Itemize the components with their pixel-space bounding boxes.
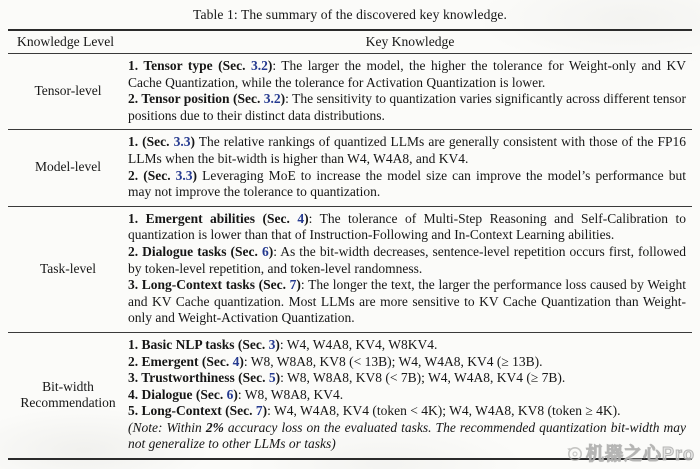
table-body <box>8 54 692 458</box>
knowledge-level-cell <box>8 211 128 327</box>
key-knowledge-item <box>128 244 686 277</box>
column-header-knowledge-level: Knowledge Level <box>17 34 115 49</box>
key-knowledge-cell <box>128 58 692 124</box>
key-knowledge-item <box>128 134 686 167</box>
text-segment: 1. Tensor type (Sec. <box>128 58 251 73</box>
section-ref-link[interactable]: 4 <box>232 353 240 369</box>
knowledge-level-label: Bit-width Recommendation <box>20 378 116 410</box>
text-segment: ) <box>304 210 309 226</box>
section-ref-link[interactable]: 4 <box>297 210 305 226</box>
section-ref-link[interactable]: 3.2 <box>263 91 281 107</box>
watermark-text: 机器之心Pro <box>585 444 695 464</box>
text-segment: ) <box>239 353 244 369</box>
text-segment: : W8, W8A8, KV4. <box>237 386 344 402</box>
key-knowledge-cell <box>128 337 692 453</box>
knowledge-level-cell <box>8 134 128 200</box>
text-segment: ) <box>190 134 195 150</box>
text-segment: : The larger the model, the higher the tolerance for Weight-only and KV Cache Quantization, while the tolerance for Activation Quantization is lower. <box>128 58 686 90</box>
key-knowledge-cell <box>128 134 692 200</box>
section-ref-link[interactable]: 7 <box>289 277 297 293</box>
text-segment: : As the bit-width decreases, sentence-level repetition occurs first, followed by token-level repetition, and token-level randomness. <box>128 243 687 276</box>
text-segment: 2. (Sec. <box>128 167 176 183</box>
text-segment: : The tolerance of Multi-Step Reasoning and Self-Calibration to quantization is lower than that of Instruction-Following and In-Context Learning abilities. <box>128 210 686 243</box>
knowledge-level-cell <box>8 337 128 453</box>
section-ref-link[interactable]: 6 <box>226 386 234 402</box>
section-ref-link[interactable]: 5 <box>268 370 276 386</box>
section-ref-link[interactable]: 3.3 <box>175 167 193 183</box>
section-ref-link[interactable]: 3 <box>268 336 276 352</box>
table-row <box>8 129 692 205</box>
key-knowledge-item <box>128 58 686 91</box>
key-knowledge-item <box>128 211 686 244</box>
key-knowledge-item <box>128 370 686 387</box>
text-segment: ) <box>267 58 273 73</box>
key-knowledge-item <box>128 403 686 420</box>
text-segment: 2. Dialogue tasks (Sec. <box>128 243 262 259</box>
summary-table <box>8 29 692 460</box>
key-knowledge-item <box>128 387 686 404</box>
text-segment: 2% <box>205 419 224 435</box>
text-segment: ) <box>280 91 286 107</box>
text-segment: 2. Emergent (Sec. <box>128 353 233 369</box>
key-knowledge-cell <box>128 211 692 327</box>
text-segment: ) <box>262 403 268 419</box>
text-segment: : W4, W4A8, KV4, W8KV4. <box>279 336 438 352</box>
text-segment: 5. Long-Context (Sec. <box>128 403 256 419</box>
text-segment: (Note: Within <box>128 419 206 435</box>
text-segment: 3. Trustworthiness (Sec. <box>128 370 269 386</box>
key-knowledge-item <box>128 91 686 124</box>
section-ref-link[interactable]: 3.2 <box>250 58 268 73</box>
key-knowledge-item <box>128 168 686 201</box>
key-knowledge-item <box>128 420 686 453</box>
text-segment: ) <box>268 243 274 259</box>
knowledge-level-cell <box>8 58 128 124</box>
text-segment: ) <box>275 370 281 386</box>
text-segment: : W4, W4A8, KV4 (token < 4K); W4, W4A8, KV8 (token ≥ 4K). <box>267 403 621 419</box>
text-segment: : The longer the text, the larger the performance loss caused by Weight and KV Cache quantization. Most LLMs are more sensitive to KV Cache Quantization than Weight-only and Weight-Activation Quantization. <box>128 277 687 326</box>
text-segment: 4. Dialogue (Sec. <box>128 386 227 402</box>
text-segment: Leveraging MoE to increase the model size can improve the model’s performance but may not improve the tolerance to quantization. <box>128 167 686 200</box>
text-segment: accuracy loss on the evaluated tasks. The recommended quantization bit-width may not generalize to other LLMs or tasks) <box>128 419 686 452</box>
key-knowledge-item <box>128 337 686 354</box>
text-segment: : The sensitivity to quantization varies significantly across different tensor positions due to their distinct data distributions. <box>128 91 686 123</box>
text-segment: ) <box>275 336 280 352</box>
column-header-key-knowledge: Key Knowledge <box>365 34 455 49</box>
knowledge-level-label: Task-level <box>39 260 97 276</box>
section-ref-link[interactable]: 7 <box>255 403 263 419</box>
knowledge-level-label: Tensor-level <box>34 82 102 98</box>
table-row <box>8 332 692 458</box>
text-segment: 3. Long-Context tasks (Sec. <box>128 277 290 293</box>
section-ref-link[interactable]: 3.3 <box>173 134 191 150</box>
text-segment: ) <box>192 167 198 183</box>
section-ref-link[interactable]: 6 <box>261 243 269 259</box>
text-segment: 1. Basic NLP tasks (Sec. <box>128 336 269 352</box>
text-segment: : W8, W8A8, KV8 (< 7B); W4, W4A8, KV4 (≥ 7B). <box>280 370 566 386</box>
key-knowledge-item <box>128 354 686 371</box>
table-caption: Table 1: The summary of the discovered key knowledge. <box>192 7 508 22</box>
table-bottom-rule <box>8 458 692 460</box>
knowledge-level-label: Model-level <box>35 159 101 175</box>
table-row <box>8 54 692 129</box>
key-knowledge-item <box>128 277 686 327</box>
text-segment: The relative rankings of quantized LLMs are generally consistent with those of the FP16 LLMs when the bit-width is higher than W4, W4A8, and KV4. <box>128 134 686 166</box>
text-segment: 2. Tensor position (Sec. <box>128 91 264 107</box>
text-segment: : W8, W8A8, KV8 (< 13B); W4, W4A8, KV4 (≥ 13B). <box>243 353 543 369</box>
text-segment: ) <box>233 386 238 402</box>
text-segment: 1. (Sec. <box>128 134 174 150</box>
table-header-row <box>8 31 692 53</box>
text-segment: 1. Emergent abilities (Sec. <box>128 210 298 226</box>
table-row <box>8 206 692 332</box>
text-segment: ) <box>296 277 301 293</box>
